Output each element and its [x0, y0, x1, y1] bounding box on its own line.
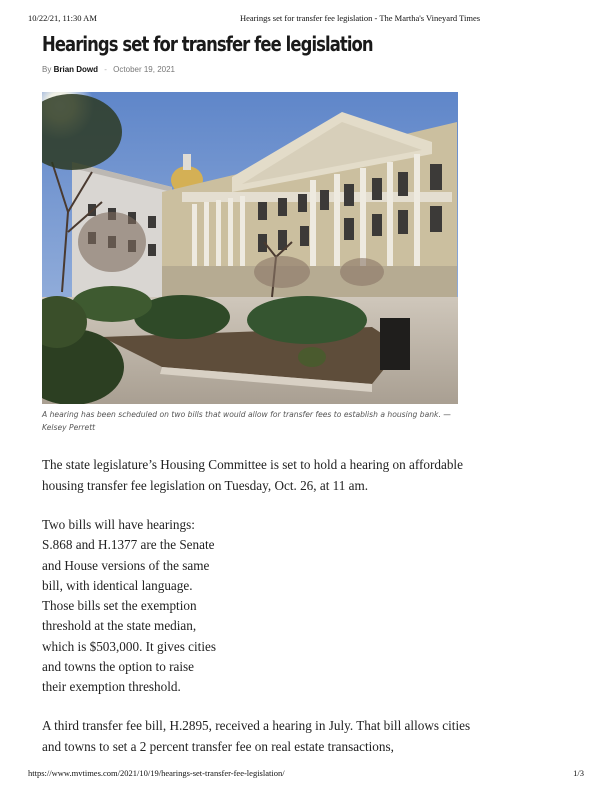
paragraph-2-line: Two bills will have hearings:	[42, 517, 195, 532]
print-page-title: Hearings set for transfer fee legislation - The Martha's Vineyard Times	[240, 13, 481, 23]
article-paragraph-2	[42, 515, 232, 698]
paragraph-2-line: their exemption threshold.	[42, 679, 181, 695]
paragraph-2-line: threshold at the state median,	[42, 618, 197, 634]
paragraph-2-line: Those bills set the exemption	[42, 598, 197, 614]
print-url: https://www.mvtimes.com/2021/10/19/hearings-set-transfer-fee-legislation/	[28, 768, 285, 778]
publish-date: October 19, 2021	[113, 65, 175, 74]
print-footer	[28, 768, 584, 780]
author-link[interactable]: Brian Dowd	[53, 65, 99, 74]
article-paragraph-3: A third transfer fee bill, H.2895, received a hearing in July. That bill allows cities and towns to set a 2 percent transfer fee on real estate transactions,	[42, 718, 471, 754]
article-headline: Hearings set for transfer fee legislation	[42, 32, 373, 56]
byline	[42, 65, 175, 74]
print-timestamp: 10/22/21, 11:30 AM	[28, 13, 97, 23]
print-header	[28, 13, 584, 25]
article-photo	[42, 92, 458, 404]
paragraph-2-line: which is $503,000. It gives cities	[42, 638, 216, 654]
paragraph-2-line: and towns the option to raise	[42, 659, 194, 675]
paragraph-2-line: bill, with identical language.	[42, 577, 193, 593]
photo-caption: A hearing has been scheduled on two bills that would allow for transfer fees to establish a housing bank. — Kelsey Perrett	[42, 410, 451, 432]
paragraph-2-line: and House versions of the same	[42, 557, 210, 573]
paragraph-2-line: S.868 and H.1377 are the Senate	[42, 537, 215, 553]
article-paragraph-1: The state legislature’s Housing Committee is set to hold a hearing on affordable housing transfer fee legislation on Tuesday, Oct. 26, at 11 am.	[42, 457, 463, 493]
print-page-number: 1/3	[573, 768, 584, 778]
byline-separator: -	[104, 65, 107, 74]
byline-prefix: By	[42, 65, 52, 74]
